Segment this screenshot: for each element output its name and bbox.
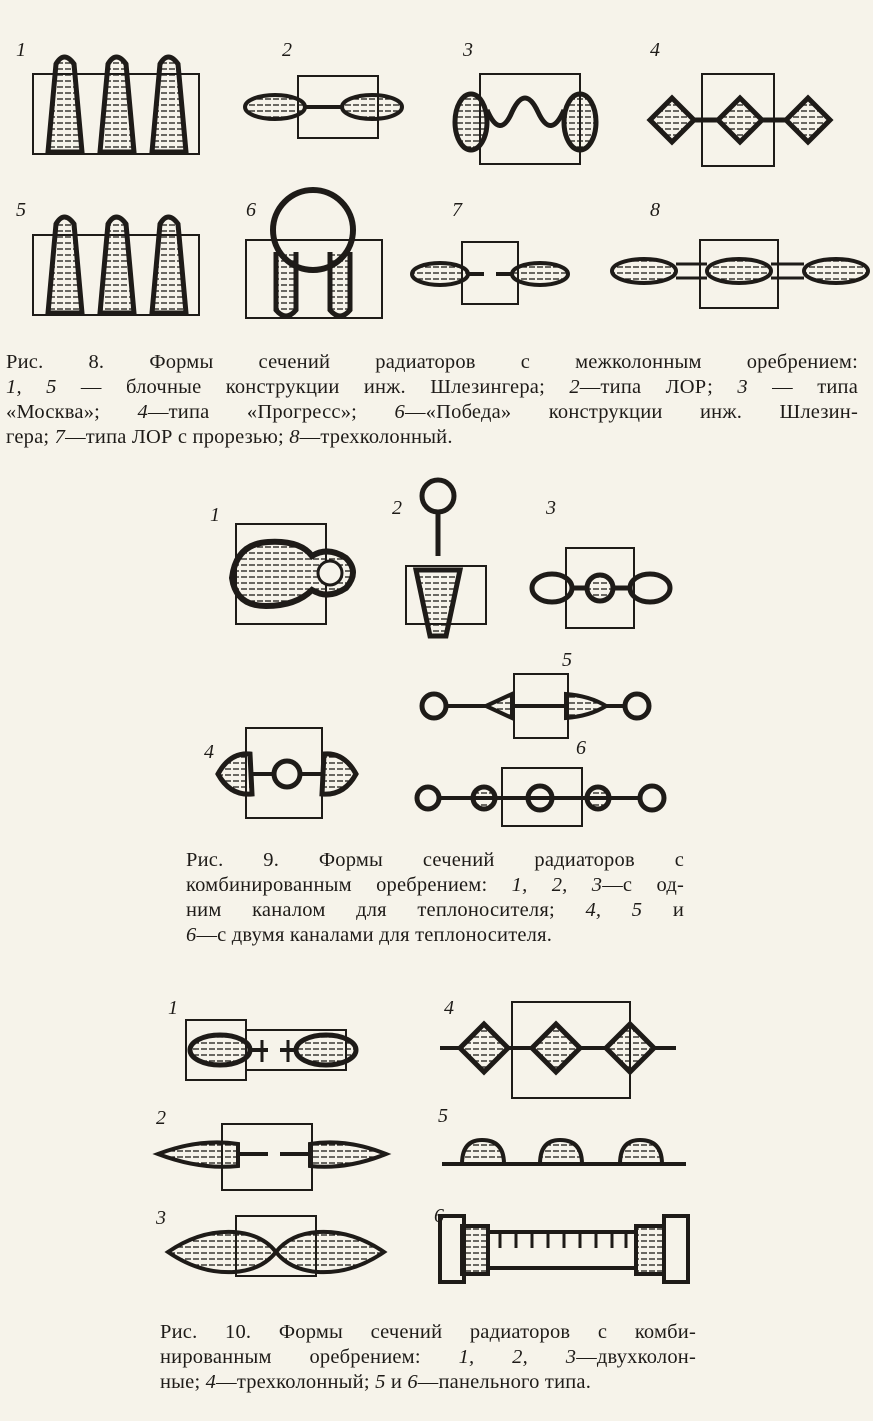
section-9-2 <box>406 480 486 636</box>
caption-text-run: —трехколонный; <box>216 1371 376 1393</box>
caption-text-run: 8 <box>289 426 300 448</box>
caption-text-run: —трехколонный. <box>299 426 453 448</box>
caption-text-run: ним каналом для теплоносителя; <box>186 899 586 921</box>
caption-text-run: ные; <box>160 1371 206 1393</box>
figure-8-label-6: 6 <box>246 199 256 221</box>
figure-8-label-7: 7 <box>452 199 462 221</box>
figure-8-drawings <box>0 0 873 340</box>
section-9-5 <box>422 674 649 738</box>
section-8-1 <box>33 57 199 154</box>
caption-text-run: 2 <box>569 376 580 398</box>
figure-8-label-4: 4 <box>650 39 660 61</box>
caption-text-run: 4, 5 <box>585 899 643 921</box>
figure-10-caption <box>160 1320 696 1395</box>
caption-text-run: —с од- <box>602 874 684 896</box>
figure-9-label-2: 2 <box>392 497 402 519</box>
figure10-caption-line <box>160 1345 696 1370</box>
caption-text-run: Рис. 9. Формы сечений радиаторов с <box>186 849 684 871</box>
caption-text-run: 7 <box>54 426 66 448</box>
caption-text-run: комбинированным оребрением: <box>186 874 512 896</box>
figure-8-label-8: 8 <box>650 199 660 221</box>
figure-9-label-4: 4 <box>204 741 214 763</box>
figure-9-drawings <box>0 460 873 840</box>
caption-text-run: —типа «Прогресс»; <box>147 401 395 423</box>
figure8-caption-line <box>6 425 858 450</box>
figure-9 <box>0 460 873 840</box>
figure-8-label-3: 3 <box>463 39 473 61</box>
figure9-caption-line <box>186 898 684 923</box>
section-8-2 <box>245 76 402 138</box>
caption-text-run: — блочные конструкции инж. Шлезингера; <box>56 376 570 398</box>
section-10-1 <box>186 1020 356 1080</box>
caption-text-run: 5 <box>375 1371 386 1393</box>
caption-text-run: 3 <box>737 376 748 398</box>
section-10-6 <box>440 1216 688 1282</box>
figure-10-drawings <box>0 980 873 1310</box>
figure10-caption-line <box>160 1370 696 1395</box>
caption-text-run: и <box>385 1371 408 1393</box>
section-9-6 <box>417 768 664 826</box>
figure-8-caption <box>6 350 858 450</box>
caption-text-run: —типа ЛОР с прорезью; <box>65 426 290 448</box>
figure-10-label-2: 2 <box>156 1107 166 1129</box>
figure9-caption-line <box>186 873 684 898</box>
figure8-caption-line <box>6 350 858 375</box>
figure-10-label-4: 4 <box>444 997 454 1019</box>
caption-text-run: «Москва»; <box>6 401 138 423</box>
caption-text-run: 6 <box>407 1371 418 1393</box>
figure-9-label-6: 6 <box>576 737 586 759</box>
figure-8-label-1: 1 <box>16 39 26 61</box>
caption-text-run: нированным оребрением: <box>160 1346 459 1368</box>
figure-8 <box>0 0 873 340</box>
caption-text-run: Рис. 8. Формы сечений радиаторов с межколонным оребрением: <box>6 351 858 373</box>
caption-text-run: Рис. 10. Формы сечений радиаторов с комби- <box>160 1321 696 1343</box>
caption-text-run: —с двумя каналами для теплоносителя. <box>196 924 553 946</box>
section-8-4 <box>650 74 830 166</box>
section-8-3 <box>455 74 596 164</box>
caption-text-run: гера; <box>6 426 55 448</box>
caption-text-run: —типа ЛОР; <box>579 376 738 398</box>
figure-9-label-1: 1 <box>210 504 220 526</box>
section-8-5 <box>33 217 199 315</box>
section-8-7 <box>412 242 568 304</box>
section-9-3 <box>532 548 670 628</box>
caption-text-run: 4 <box>205 1371 217 1393</box>
caption-text-run: 1, 5 <box>6 376 57 398</box>
figure10-caption-line <box>160 1320 696 1345</box>
figure9-caption-line <box>186 923 684 948</box>
section-10-4 <box>440 1002 676 1098</box>
section-8-6 <box>246 190 382 318</box>
section-10-3 <box>168 1216 384 1276</box>
figure-8-label-2: 2 <box>282 39 292 61</box>
section-9-1 <box>232 524 353 624</box>
caption-text-run: — типа <box>747 376 859 398</box>
figure-9-label-5: 5 <box>562 649 572 671</box>
caption-text-run: 1, 2, 3 <box>458 1346 577 1368</box>
figure-8-label-5: 5 <box>16 199 26 221</box>
section-9-4 <box>218 728 356 818</box>
caption-text-run: 6 <box>186 924 197 946</box>
caption-text-run: 1, 2, 3 <box>511 874 603 896</box>
figure-10-label-6: 6 <box>434 1205 444 1227</box>
figure-10-label-1: 1 <box>168 997 178 1019</box>
figure-10-label-3: 3 <box>156 1207 166 1229</box>
caption-text-run: —«Победа» конструкции инж. Шлезин- <box>404 401 858 423</box>
caption-text-run: и <box>642 899 684 921</box>
caption-text-run: —двухколон- <box>576 1346 696 1368</box>
section-10-5 <box>442 1140 686 1164</box>
caption-text-run: 6 <box>394 401 405 423</box>
figure-9-caption <box>186 848 684 948</box>
figure8-caption-line <box>6 375 858 400</box>
caption-text-run: —панельного типа. <box>417 1371 592 1393</box>
figure-10 <box>0 980 873 1310</box>
figure9-caption-line <box>186 848 684 873</box>
figure-10-label-5: 5 <box>438 1105 448 1127</box>
caption-text-run: 4 <box>137 401 148 423</box>
figure8-caption-line <box>6 400 858 425</box>
section-8-8 <box>612 240 868 308</box>
section-10-2 <box>158 1124 386 1190</box>
figure-9-label-3: 3 <box>546 497 556 519</box>
